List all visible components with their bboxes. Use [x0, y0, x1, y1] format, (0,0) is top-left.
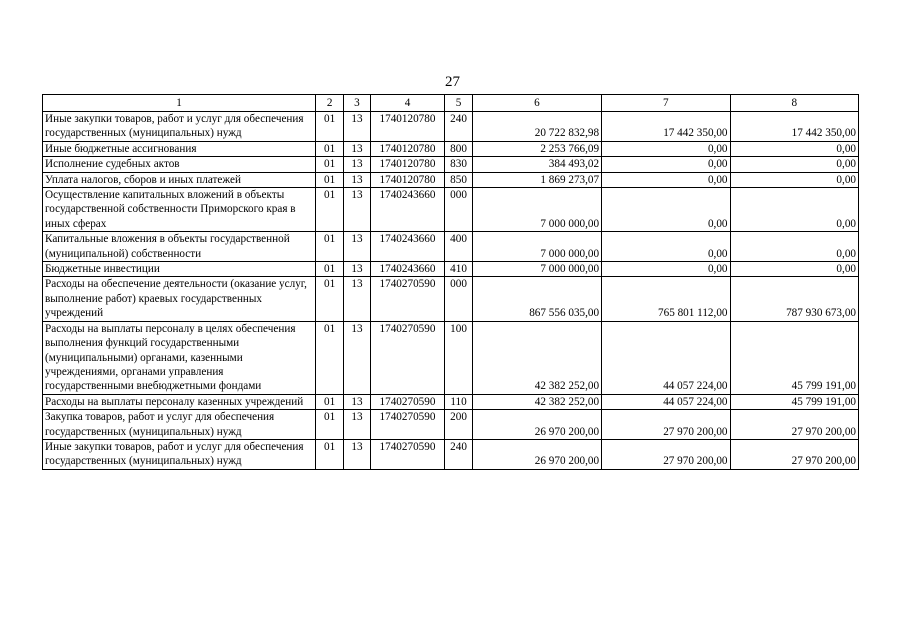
section-code-cell: 01	[316, 277, 344, 321]
expense-name-cell: Уплата налогов, сборов и иных платежей	[43, 172, 316, 187]
amount-col8-cell: 787 930 673,00	[730, 277, 858, 321]
amount-col7-cell: 27 970 200,00	[602, 410, 730, 440]
amount-col6-cell: 2 253 766,09	[472, 141, 601, 156]
target-article-cell: 1740270590	[370, 394, 445, 409]
amount-col7-cell: 17 442 350,00	[602, 112, 730, 142]
section-code-cell: 01	[316, 232, 344, 262]
table-row	[43, 188, 859, 232]
subsection-code-cell: 13	[344, 394, 370, 409]
column-header: 1	[43, 95, 316, 112]
expense-type-cell: 830	[445, 157, 472, 172]
amount-col6-cell: 384 493,02	[472, 157, 601, 172]
target-article-cell: 1740270590	[370, 410, 445, 440]
column-header: 5	[445, 95, 472, 112]
section-code-cell: 01	[316, 321, 344, 394]
table-row	[43, 232, 859, 262]
amount-col8-cell: 0,00	[730, 188, 858, 232]
amount-col6-cell: 26 970 200,00	[472, 439, 601, 469]
amount-col8-cell: 0,00	[730, 141, 858, 156]
target-article-cell: 1740270590	[370, 321, 445, 394]
amount-col7-cell: 0,00	[602, 172, 730, 187]
amount-col8-cell: 45 799 191,00	[730, 394, 858, 409]
amount-col8-cell: 0,00	[730, 262, 858, 277]
subsection-code-cell: 13	[344, 157, 370, 172]
expense-name-cell: Иные закупки товаров, работ и услуг для обеспечения государственных (муниципальных) нужд	[43, 112, 316, 142]
amount-col6-cell: 1 869 273,07	[472, 172, 601, 187]
subsection-code-cell: 13	[344, 112, 370, 142]
subsection-code-cell: 13	[344, 172, 370, 187]
target-article-cell: 1740120780	[370, 172, 445, 187]
amount-col7-cell: 0,00	[602, 262, 730, 277]
section-code-cell: 01	[316, 394, 344, 409]
section-code-cell: 01	[316, 410, 344, 440]
expense-type-cell: 800	[445, 141, 472, 156]
expense-name-cell: Расходы на обеспечение деятельности (оказание услуг, выполнение работ) краевых государственных учреждений	[43, 277, 316, 321]
table-row	[43, 439, 859, 469]
target-article-cell: 1740120780	[370, 112, 445, 142]
subsection-code-cell: 13	[344, 321, 370, 394]
table-row	[43, 321, 859, 394]
table-row	[43, 157, 859, 172]
target-article-cell: 1740120780	[370, 157, 445, 172]
column-header: 6	[472, 95, 601, 112]
amount-col6-cell: 42 382 252,00	[472, 321, 601, 394]
amount-col6-cell: 867 556 035,00	[472, 277, 601, 321]
section-code-cell: 01	[316, 188, 344, 232]
expense-type-cell: 200	[445, 410, 472, 440]
expense-name-cell: Иные бюджетные ассигнования	[43, 141, 316, 156]
table-row	[43, 112, 859, 142]
amount-col6-cell: 42 382 252,00	[472, 394, 601, 409]
column-header: 3	[344, 95, 370, 112]
expense-name-cell: Расходы на выплаты персоналу казенных учреждений	[43, 394, 316, 409]
expense-type-cell: 240	[445, 112, 472, 142]
expense-type-cell: 000	[445, 277, 472, 321]
expense-name-cell: Иные закупки товаров, работ и услуг для обеспечения государственных (муниципальных) нужд	[43, 439, 316, 469]
section-code-cell: 01	[316, 439, 344, 469]
amount-col8-cell: 0,00	[730, 172, 858, 187]
amount-col8-cell: 0,00	[730, 157, 858, 172]
target-article-cell: 1740243660	[370, 232, 445, 262]
amount-col7-cell: 44 057 224,00	[602, 321, 730, 394]
amount-col6-cell: 20 722 832,98	[472, 112, 601, 142]
section-code-cell: 01	[316, 262, 344, 277]
column-header: 2	[316, 95, 344, 112]
amount-col6-cell: 7 000 000,00	[472, 262, 601, 277]
amount-col6-cell: 26 970 200,00	[472, 410, 601, 440]
column-header: 7	[602, 95, 730, 112]
subsection-code-cell: 13	[344, 277, 370, 321]
column-header: 8	[730, 95, 858, 112]
amount-col8-cell: 0,00	[730, 232, 858, 262]
amount-col7-cell: 44 057 224,00	[602, 394, 730, 409]
budget-table	[42, 94, 859, 470]
amount-col8-cell: 27 970 200,00	[730, 410, 858, 440]
table-row	[43, 172, 859, 187]
amount-col8-cell: 45 799 191,00	[730, 321, 858, 394]
table-row	[43, 394, 859, 409]
subsection-code-cell: 13	[344, 439, 370, 469]
expense-name-cell: Капитальные вложения в объекты государственной (муниципальной) собственности	[43, 232, 316, 262]
expense-name-cell: Осуществление капитальных вложений в объекты государственной собственности Приморского края в иных сферах	[43, 188, 316, 232]
expense-type-cell: 850	[445, 172, 472, 187]
expense-name-cell: Закупка товаров, работ и услуг для обеспечения государственных (муниципальных) нужд	[43, 410, 316, 440]
amount-col8-cell: 17 442 350,00	[730, 112, 858, 142]
subsection-code-cell: 13	[344, 232, 370, 262]
section-code-cell: 01	[316, 157, 344, 172]
subsection-code-cell: 13	[344, 141, 370, 156]
target-article-cell: 1740243660	[370, 188, 445, 232]
expense-type-cell: 240	[445, 439, 472, 469]
header-row	[43, 95, 859, 112]
table-row	[43, 410, 859, 440]
amount-col7-cell: 0,00	[602, 232, 730, 262]
expense-type-cell: 000	[445, 188, 472, 232]
amount-col8-cell: 27 970 200,00	[730, 439, 858, 469]
table-body	[43, 112, 859, 470]
section-code-cell: 01	[316, 172, 344, 187]
expense-name-cell: Бюджетные инвестиции	[43, 262, 316, 277]
subsection-code-cell: 13	[344, 410, 370, 440]
amount-col6-cell: 7 000 000,00	[472, 188, 601, 232]
page-number: 27	[445, 74, 460, 90]
expense-type-cell: 110	[445, 394, 472, 409]
table-row	[43, 277, 859, 321]
target-article-cell: 1740270590	[370, 277, 445, 321]
amount-col7-cell: 765 801 112,00	[602, 277, 730, 321]
expense-type-cell: 400	[445, 232, 472, 262]
target-article-cell: 1740120780	[370, 141, 445, 156]
expense-type-cell: 100	[445, 321, 472, 394]
amount-col6-cell: 7 000 000,00	[472, 232, 601, 262]
amount-col7-cell: 0,00	[602, 141, 730, 156]
target-article-cell: 1740270590	[370, 439, 445, 469]
expense-name-cell: Исполнение судебных актов	[43, 157, 316, 172]
amount-col7-cell: 27 970 200,00	[602, 439, 730, 469]
expense-name-cell: Расходы на выплаты персоналу в целях обеспечения выполнения функций государственными (муниципальными) органами, казенными учреждениями, органами управления государственными внебюджетными фондами	[43, 321, 316, 394]
subsection-code-cell: 13	[344, 262, 370, 277]
table-row	[43, 262, 859, 277]
table-row	[43, 141, 859, 156]
target-article-cell: 1740243660	[370, 262, 445, 277]
amount-col7-cell: 0,00	[602, 188, 730, 232]
subsection-code-cell: 13	[344, 188, 370, 232]
column-header: 4	[370, 95, 445, 112]
amount-col7-cell: 0,00	[602, 157, 730, 172]
section-code-cell: 01	[316, 112, 344, 142]
section-code-cell: 01	[316, 141, 344, 156]
expense-type-cell: 410	[445, 262, 472, 277]
